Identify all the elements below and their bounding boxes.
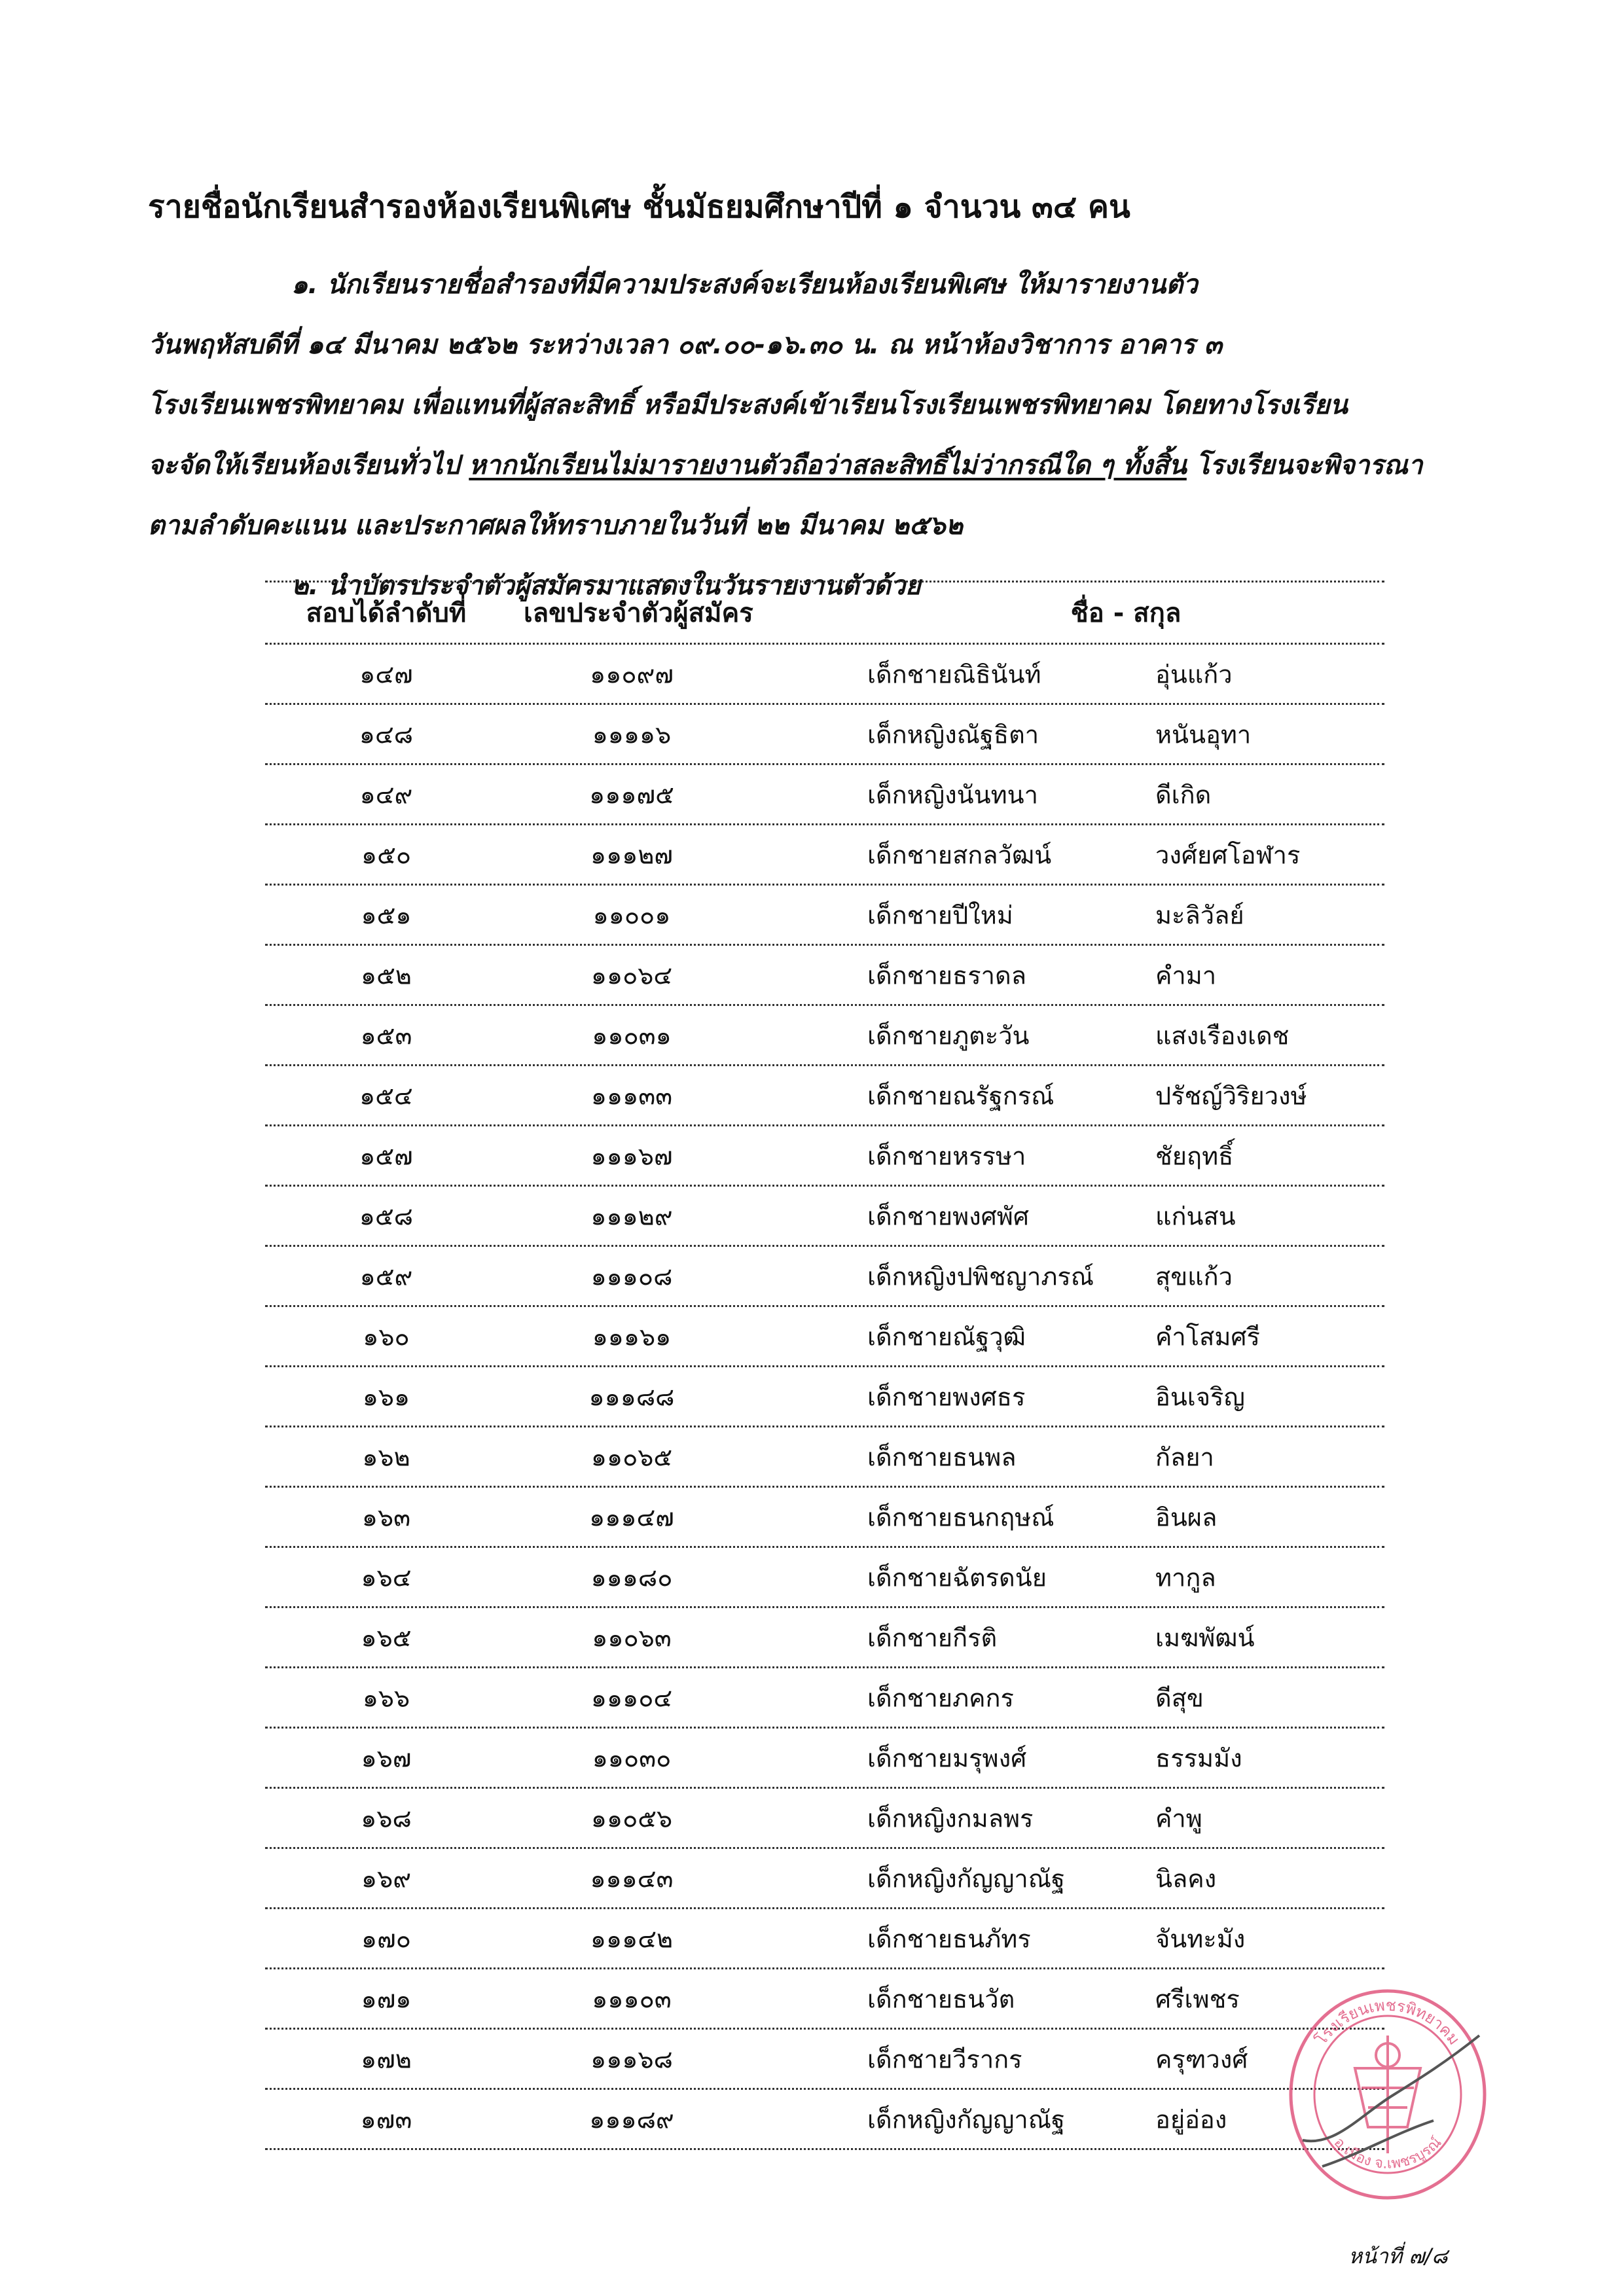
table-row (265, 1427, 1384, 1488)
first-name-cell: เด็กชายกีรติ (867, 1623, 998, 1652)
last-name-cell: ศรีเพชร (1155, 1984, 1240, 2013)
table-row (265, 1367, 1384, 1427)
last-name-cell: แสงเรืองเดช (1155, 1021, 1290, 1050)
rank-cell: ๑๖๘ (361, 1804, 412, 1833)
rank-cell: ๑๕๘ (359, 1202, 414, 1230)
rank-cell: ๑๗๐ (361, 1924, 411, 1953)
rank-cell: ๑๖๔ (361, 1563, 412, 1592)
table-row (265, 1126, 1384, 1187)
first-name-cell: เด็กหญิงนันทนา (867, 780, 1038, 809)
first-name-cell: เด็กชายพงศพัศ (867, 1202, 1029, 1230)
table-row (265, 1006, 1384, 1066)
table-row (265, 705, 1384, 765)
last-name-cell: หนันอุทา (1155, 720, 1252, 749)
rank-cell: ๑๖๕ (361, 1623, 412, 1652)
first-name-cell: เด็กหญิงกัญญาณัฐ (867, 1864, 1065, 1893)
applicant-id-cell: ๑๑๑๔๗ (589, 1503, 674, 1532)
applicant-id-cell: ๑๑๐๕๖ (590, 1804, 673, 1833)
rank-cell: ๑๖๖ (362, 1683, 410, 1712)
first-name-cell: เด็กชายสกลวัฒน์ (867, 840, 1052, 869)
table-header (265, 581, 1384, 645)
rank-cell: ๑๕๙ (359, 1262, 413, 1291)
rank-cell: ๑๔๗ (359, 660, 413, 689)
first-name-cell: เด็กชายหรรษา (867, 1141, 1026, 1170)
last-name-cell: วงศ์ยศโอฬาร (1155, 840, 1301, 869)
last-name-cell: นิลคง (1155, 1864, 1217, 1893)
table-row (265, 886, 1384, 946)
svg-text:อ.เมือง จ.เพชรบูรณ์: อ.เมือง จ.เพชรบูรณ์ (1330, 2134, 1445, 2172)
rank-cell: ๑๖๗ (361, 1744, 412, 1772)
table-row (265, 1187, 1384, 1247)
applicant-id-cell: ๑๑๑๔๓ (590, 1864, 674, 1893)
rank-cell: ๑๗๒ (361, 2045, 412, 2073)
applicant-id-cell: ๑๑๑๗๕ (589, 780, 674, 809)
applicant-id-cell: ๑๑๑๐๓ (592, 1984, 672, 2013)
table-body (265, 645, 1384, 2150)
first-name-cell: เด็กชายธนกฤษณ์ (867, 1503, 1055, 1532)
table-row (265, 1909, 1384, 1969)
last-name-cell: ครุฑวงศ์ (1155, 2045, 1248, 2073)
first-name-cell: เด็กชายภูตะวัน (867, 1021, 1030, 1050)
instruction-line-4-prefix: จะจัดให้เรียนห้องเรียนทั่วไป (148, 450, 469, 480)
rank-cell: ๑๕๐ (361, 840, 412, 869)
svg-text:โรงเรียนเพชรพิทยาคม: โรงเรียนเพชรพิทยาคม (1312, 1996, 1464, 2049)
applicant-id-cell: ๑๑๑๒๙ (590, 1202, 673, 1230)
last-name-cell: ดีเกิด (1155, 780, 1212, 809)
table-row (265, 1668, 1384, 1729)
instruction-line-4 (148, 444, 1523, 486)
table-row (265, 645, 1384, 705)
rank-cell: ๑๔๙ (359, 780, 413, 809)
last-name-cell: สุขแก้ว (1155, 1262, 1233, 1291)
applicant-id-cell: ๑๑๐๖๓ (592, 1623, 672, 1652)
applicant-id-cell: ๑๑๐๙๗ (590, 660, 674, 689)
first-name-cell: เด็กชายปีใหม่ (867, 901, 1013, 929)
table-row (265, 1789, 1384, 1849)
table-row (265, 1548, 1384, 1608)
applicant-id-cell: ๑๑๑๔๒ (590, 1924, 674, 1953)
applicant-id-cell: ๑๑๑๖๗ (590, 1141, 673, 1170)
header-name: ชื่อ - สกุล (1070, 598, 1182, 628)
first-name-cell: เด็กชายธนวัต (867, 1984, 1015, 2013)
rank-cell: ๑๗๓ (360, 2105, 412, 2134)
first-name-cell: เด็กชายณรัฐกรณ์ (867, 1081, 1055, 1110)
first-name-cell: เด็กชายวีรากร (867, 2045, 1022, 2073)
last-name-cell: อินผล (1155, 1503, 1218, 1532)
rank-cell: ๑๕๒ (361, 961, 412, 990)
table-row (265, 1307, 1384, 1367)
first-name-cell: เด็กชายณิธินันท์ (867, 660, 1041, 689)
header-rank: สอบได้ลำดับที่ (306, 598, 467, 628)
instruction-line-2: วันพฤหัสบดีที่ ๑๔ มีนาคม ๒๕๖๒ ระหว่างเวลา ๐๙.๐๐-๑๖.๓๐ น. ณ หน้าห้องวิชาการ อาคาร ๓ (148, 330, 1222, 360)
rank-cell: ๑๖๓ (361, 1503, 411, 1532)
reserve-student-table (265, 581, 1384, 2150)
rank-cell: ๑๕๔ (359, 1081, 413, 1110)
first-name-cell: เด็กชายฉัตรดนัย (867, 1563, 1047, 1592)
page-title: รายชื่อนักเรียนสำรองห้องเรียนพิเศษ ชั้นมัธยมศึกษาปีที่ ๑ จำนวน ๓๔ คน (148, 188, 1130, 225)
last-name-cell: ทากูล (1155, 1563, 1216, 1592)
instruction-warning-underlined: หากนักเรียนไม่มารายงานตัวถือว่าสละสิทธิ์ไม่ว่ากรณีใด ๆ ทั้งสิ้น (469, 450, 1187, 480)
applicant-id-cell: ๑๑๑๘๙ (589, 2105, 674, 2134)
applicant-id-cell: ๑๑๐๓๑ (592, 1021, 672, 1050)
table-row (265, 1849, 1384, 1909)
rank-cell: ๑๕๗ (359, 1141, 413, 1170)
last-name-cell: คำมา (1155, 961, 1217, 990)
applicant-id-cell: ๑๑๑๖๑ (592, 1322, 672, 1351)
first-name-cell: เด็กชายณัฐวุฒิ (867, 1322, 1026, 1351)
first-name-cell: เด็กชายภคกร (867, 1683, 1014, 1712)
table-row (265, 1066, 1384, 1126)
school-seal-stamp (1283, 1983, 1492, 2206)
last-name-cell: อุ่นแก้ว (1155, 660, 1233, 689)
table-row (265, 1247, 1384, 1307)
applicant-id-cell: ๑๑๐๖๕ (590, 1443, 673, 1471)
rank-cell: ๑๕๑ (361, 901, 412, 929)
rank-cell: ๑๖๑ (362, 1382, 410, 1411)
last-name-cell: เมฆพัฒน์ (1155, 1623, 1255, 1652)
table-row (265, 2090, 1384, 2150)
table-row (265, 1729, 1384, 1789)
first-name-cell: เด็กชายพงศธร (867, 1382, 1026, 1411)
last-name-cell: คำพู (1155, 1804, 1202, 1833)
last-name-cell: ชัยฤทธิ์ (1155, 1141, 1234, 1170)
table-row (265, 2030, 1384, 2090)
applicant-id-cell: ๑๑๑๐๔ (590, 1683, 673, 1712)
instruction-line-1: ๑. นักเรียนรายชื่อสำรองที่มีความประสงค์จะเรียนห้องเรียนพิเศษ ให้มารายงานตัว (291, 270, 1198, 300)
first-name-cell: เด็กหญิงปพิชญาภรณ์ (867, 1262, 1094, 1291)
applicant-id-cell: ๑๑๑๐๘ (590, 1262, 673, 1291)
applicant-id-cell: ๑๑๑๑๖ (592, 720, 672, 749)
applicant-id-cell: ๑๑๐๓๐ (592, 1744, 672, 1772)
rank-cell: ๑๗๑ (361, 1984, 412, 2013)
rank-cell: ๑๖๙ (361, 1864, 412, 1893)
applicant-id-cell: ๑๑๑๒๗ (590, 840, 673, 869)
first-name-cell: เด็กชายธราดล (867, 961, 1026, 990)
first-name-cell: เด็กหญิงณัฐธิตา (867, 720, 1039, 749)
applicant-id-cell: ๑๑๑๘๘ (588, 1382, 675, 1411)
last-name-cell: ธรรมมัง (1155, 1744, 1242, 1772)
last-name-cell: อินเจริญ (1155, 1382, 1245, 1411)
rank-cell: ๑๖๒ (362, 1443, 410, 1471)
first-name-cell: เด็กชายธนพล (867, 1443, 1017, 1471)
first-name-cell: เด็กหญิงกัญญาณัฐ (867, 2105, 1065, 2134)
instruction-line-6: ๒. นำบัตรประจำตัวผู้สมัครมาแสดงในวันรายงานตัวด้วย (291, 571, 921, 601)
last-name-cell: ปรัชญ์วิริยวงษ์ (1155, 1081, 1307, 1110)
rank-cell: ๑๔๘ (359, 720, 414, 749)
first-name-cell: เด็กชายมรุพงศ์ (867, 1744, 1027, 1772)
table-row (265, 1488, 1384, 1548)
last-name-cell: จันทะมัง (1155, 1924, 1246, 1953)
table-row (265, 765, 1384, 825)
page-number: หน้าที่ ๗/๘ (1348, 2244, 1448, 2269)
table-row (265, 1969, 1384, 2030)
applicant-id-cell: ๑๑๐๐๑ (592, 901, 671, 929)
applicant-id-cell: ๑๑๐๖๔ (590, 961, 673, 990)
last-name-cell: แก่นสน (1155, 1202, 1236, 1230)
applicant-id-cell: ๑๑๑๖๘ (590, 2045, 673, 2073)
applicant-id-cell: ๑๑๑๓๓ (590, 1081, 673, 1110)
last-name-cell: อยู่อ่อง (1155, 2105, 1227, 2134)
table-row (265, 825, 1384, 886)
applicant-id-cell: ๑๑๑๘๐ (590, 1563, 673, 1592)
instruction-line-3: โรงเรียนเพชรพิทยาคม เพื่อแทนที่ผู้สละสิทธิ์ หรือมีประสงค์เข้าเรียนโรงเรียนเพชรพิทยาคม โดยทางโรงเรียน (148, 390, 1348, 420)
first-name-cell: เด็กชายธนภัทร (867, 1924, 1031, 1953)
first-name-cell: เด็กหญิงกมลพร (867, 1804, 1034, 1833)
table-row (265, 946, 1384, 1006)
rank-cell: ๑๕๓ (360, 1021, 412, 1050)
last-name-cell: กัลยา (1155, 1443, 1214, 1471)
instruction-line-4-suffix: โรงเรียนจะพิจารณา (1186, 450, 1423, 480)
last-name-cell: มะลิวัลย์ (1155, 901, 1244, 929)
instruction-line-5: ตามลำดับคะแนน และประกาศผลให้ทราบภายในวันที่ ๒๒ มีนาคม ๒๕๖๒ (148, 511, 964, 541)
last-name-cell: ดีสุข (1155, 1683, 1204, 1712)
header-applicant-id: เลขประจำตัวผู้สมัคร (524, 598, 753, 628)
rank-cell: ๑๖๐ (363, 1322, 410, 1351)
table-row (265, 1608, 1384, 1668)
last-name-cell: คำโสมศรี (1155, 1322, 1260, 1351)
